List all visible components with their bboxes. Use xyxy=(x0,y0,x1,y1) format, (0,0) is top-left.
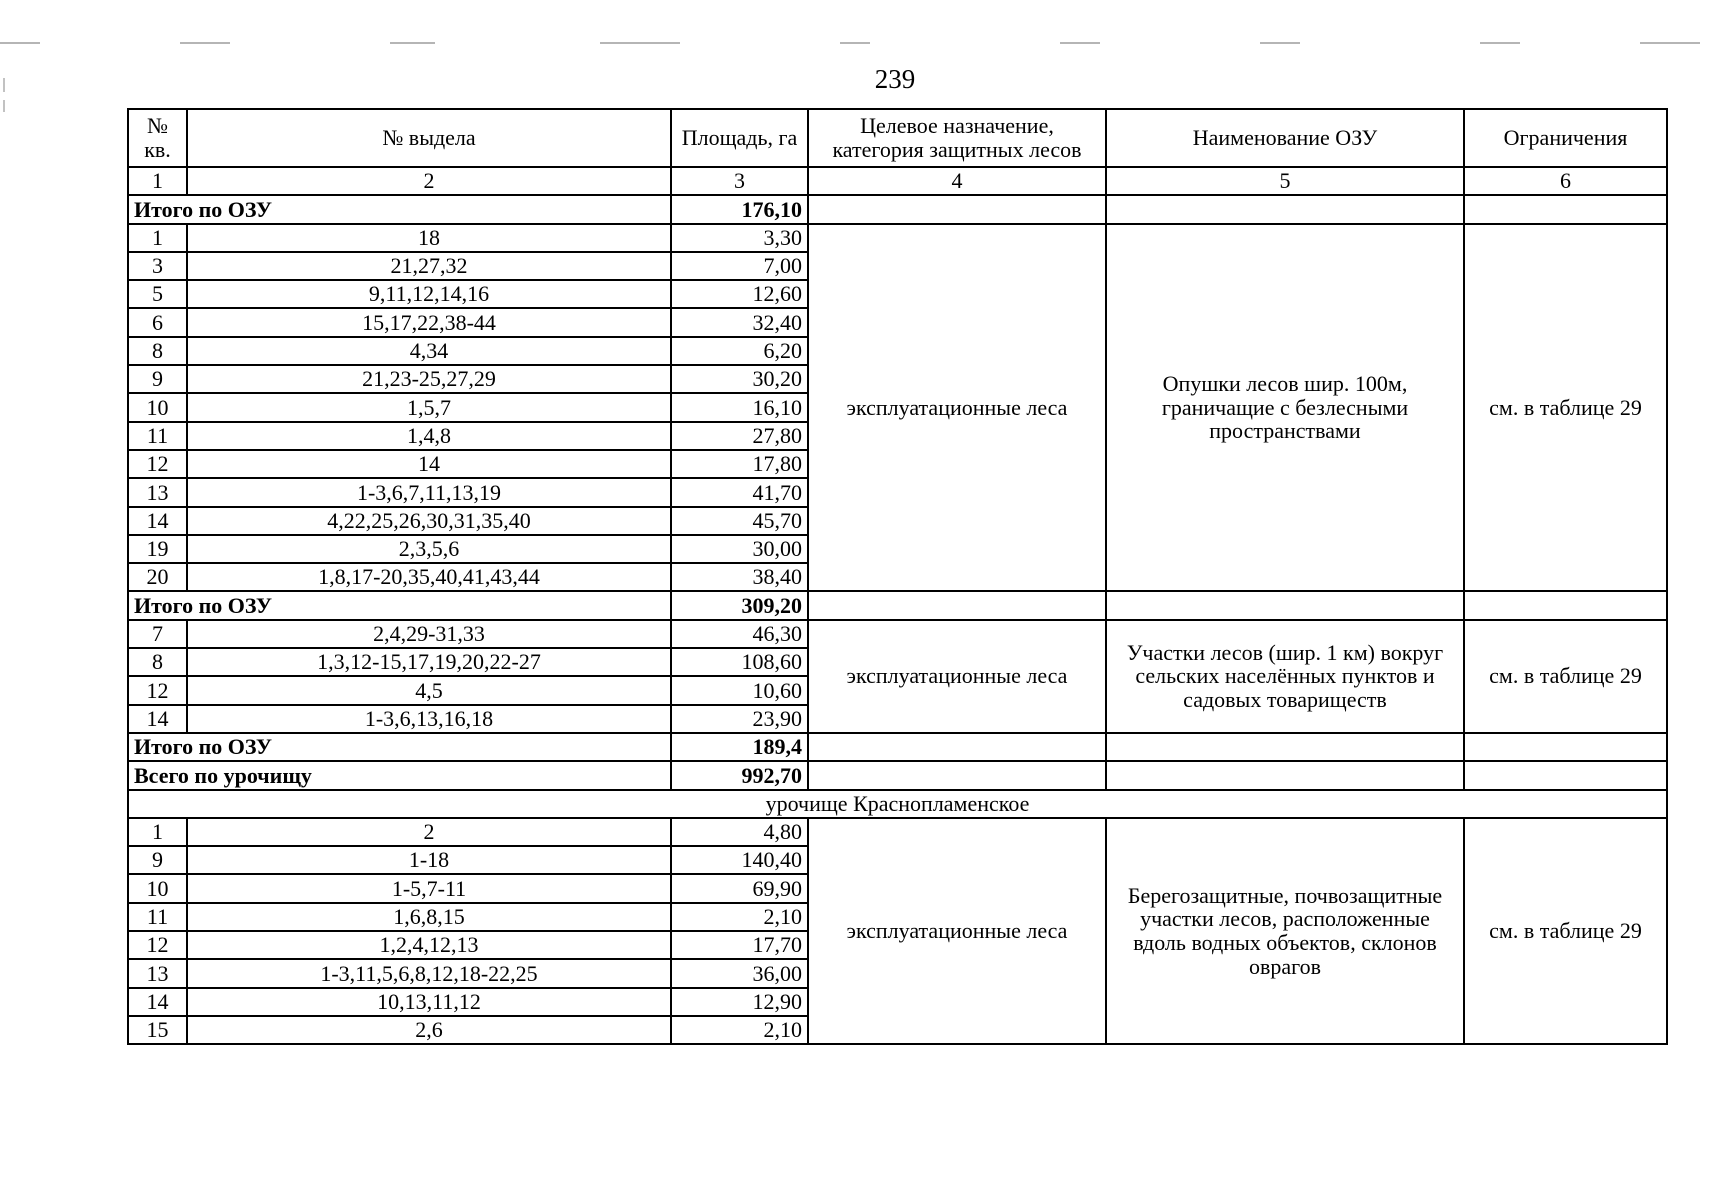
scan-artifact-line xyxy=(1060,42,1100,44)
restriction-cell: см. в таблице 29 xyxy=(1464,224,1667,592)
area-cell: 7,00 xyxy=(671,252,808,280)
scan-artifact-line xyxy=(0,42,40,44)
grand-total-row xyxy=(128,761,1667,789)
purpose-cell: эксплуатационные леса xyxy=(808,620,1106,733)
kv-cell: 10 xyxy=(128,393,187,421)
header-vydel: № выдела xyxy=(187,109,671,167)
vydel-cell: 2,6 xyxy=(187,1016,671,1044)
area-cell: 6,20 xyxy=(671,337,808,365)
kv-cell: 11 xyxy=(128,422,187,450)
kv-cell: 3 xyxy=(128,252,187,280)
scan-artifact-line xyxy=(1640,42,1700,44)
kv-cell: 1 xyxy=(128,818,187,846)
vydel-cell: 1-3,6,7,11,13,19 xyxy=(187,478,671,506)
vydel-cell: 2 xyxy=(187,818,671,846)
kv-cell: 14 xyxy=(128,988,187,1016)
area-cell: 108,60 xyxy=(671,648,808,676)
table-row xyxy=(128,620,1667,648)
vydel-cell: 1,8,17-20,35,40,41,43,44 xyxy=(187,563,671,591)
kv-cell: 19 xyxy=(128,535,187,563)
vydel-cell: 1-18 xyxy=(187,846,671,874)
kv-cell: 11 xyxy=(128,903,187,931)
area-cell: 38,40 xyxy=(671,563,808,591)
header-area: Площадь, га xyxy=(671,109,808,167)
vydel-cell: 4,22,25,26,30,31,35,40 xyxy=(187,507,671,535)
page-number: 239 xyxy=(874,64,916,94)
area-cell: 46,30 xyxy=(671,620,808,648)
kv-cell: 8 xyxy=(128,337,187,365)
area-cell: 36,00 xyxy=(671,959,808,987)
header-ozu-name: Наименование ОЗУ xyxy=(1106,109,1464,167)
scan-artifact-line xyxy=(1480,42,1520,44)
scan-artifact-line xyxy=(600,42,680,44)
grand-total-label: Всего по урочищу xyxy=(128,761,671,789)
area-cell: 16,10 xyxy=(671,393,808,421)
area-cell: 17,70 xyxy=(671,931,808,959)
section-title: урочище Краснопламенское xyxy=(128,790,1667,818)
purpose-cell: эксплуатационные леса xyxy=(808,818,1106,1044)
kv-cell: 13 xyxy=(128,959,187,987)
vydel-cell: 21,23-25,27,29 xyxy=(187,365,671,393)
area-cell: 2,10 xyxy=(671,903,808,931)
vydel-cell: 4,34 xyxy=(187,337,671,365)
total-label: Итого по ОЗУ xyxy=(128,591,671,619)
scan-artifact-line xyxy=(180,42,230,44)
table-row xyxy=(128,818,1667,846)
area-cell: 45,70 xyxy=(671,507,808,535)
ozu-name-cell: Участки лесов (шир. 1 км) вокруг сельских населённых пунктов и садовых товариществ xyxy=(1106,620,1464,733)
area-cell: 3,30 xyxy=(671,224,808,252)
vydel-cell: 1-5,7-11 xyxy=(187,874,671,902)
kv-cell: 7 xyxy=(128,620,187,648)
area-cell: 4,80 xyxy=(671,818,808,846)
total-area: 309,20 xyxy=(671,591,808,619)
vydel-cell: 1,6,8,15 xyxy=(187,903,671,931)
ozu-table xyxy=(127,108,1668,1045)
area-cell: 10,60 xyxy=(671,676,808,704)
kv-cell: 13 xyxy=(128,478,187,506)
vydel-cell: 4,5 xyxy=(187,676,671,704)
restriction-cell: см. в таблице 29 xyxy=(1464,818,1667,1044)
vydel-cell: 1-3,6,13,16,18 xyxy=(187,705,671,733)
vydel-cell: 1,3,12-15,17,19,20,22-27 xyxy=(187,648,671,676)
kv-cell: 9 xyxy=(128,365,187,393)
kv-cell: 9 xyxy=(128,846,187,874)
total-row xyxy=(128,733,1667,761)
kv-cell: 12 xyxy=(128,676,187,704)
total-area: 176,10 xyxy=(671,195,808,223)
area-cell: 12,90 xyxy=(671,988,808,1016)
vydel-cell: 1,4,8 xyxy=(187,422,671,450)
scan-artifact-side xyxy=(3,100,5,112)
total-row xyxy=(128,195,1667,223)
total-row xyxy=(128,591,1667,619)
area-cell: 69,90 xyxy=(671,874,808,902)
kv-cell: 5 xyxy=(128,280,187,308)
vydel-cell: 15,17,22,38-44 xyxy=(187,308,671,336)
area-cell: 32,40 xyxy=(671,308,808,336)
kv-cell: 20 xyxy=(128,563,187,591)
header-kv: № кв. xyxy=(128,109,187,167)
total-area: 189,4 xyxy=(671,733,808,761)
kv-cell: 14 xyxy=(128,705,187,733)
column-number-row xyxy=(128,167,1667,195)
vydel-cell: 9,11,12,14,16 xyxy=(187,280,671,308)
scan-artifact-line xyxy=(1260,42,1300,44)
kv-cell: 6 xyxy=(128,308,187,336)
column-number: 6 xyxy=(1464,167,1667,195)
ozu-name-cell: Опушки лесов шир. 100м, граничащие с безлесными пространствами xyxy=(1106,224,1464,592)
column-number: 5 xyxy=(1106,167,1464,195)
area-cell: 41,70 xyxy=(671,478,808,506)
column-number: 4 xyxy=(808,167,1106,195)
scan-artifact-line xyxy=(840,42,870,44)
vydel-cell: 1,5,7 xyxy=(187,393,671,421)
header-purpose: Целевое назначение, категория защитных лесов xyxy=(808,109,1106,167)
total-label: Итого по ОЗУ xyxy=(128,733,671,761)
column-number: 2 xyxy=(187,167,671,195)
section-row xyxy=(128,790,1667,818)
area-cell: 23,90 xyxy=(671,705,808,733)
scan-artifact-line xyxy=(390,42,435,44)
area-cell: 2,10 xyxy=(671,1016,808,1044)
kv-cell: 10 xyxy=(128,874,187,902)
table-row xyxy=(128,224,1667,252)
kv-cell: 15 xyxy=(128,1016,187,1044)
grand-total-area: 992,70 xyxy=(671,761,808,789)
column-number: 3 xyxy=(671,167,808,195)
area-cell: 12,60 xyxy=(671,280,808,308)
vydel-cell: 1-3,11,5,6,8,12,18-22,25 xyxy=(187,959,671,987)
vydel-cell: 18 xyxy=(187,224,671,252)
vydel-cell: 2,3,5,6 xyxy=(187,535,671,563)
total-label: Итого по ОЗУ xyxy=(128,195,671,223)
restriction-cell: см. в таблице 29 xyxy=(1464,620,1667,733)
area-cell: 30,00 xyxy=(671,535,808,563)
kv-cell: 8 xyxy=(128,648,187,676)
header-row xyxy=(128,109,1667,167)
vydel-cell: 1,2,4,12,13 xyxy=(187,931,671,959)
area-cell: 140,40 xyxy=(671,846,808,874)
kv-cell: 1 xyxy=(128,224,187,252)
vydel-cell: 2,4,29-31,33 xyxy=(187,620,671,648)
header-restrictions: Ограничения xyxy=(1464,109,1667,167)
column-number: 1 xyxy=(128,167,187,195)
kv-cell: 12 xyxy=(128,450,187,478)
area-cell: 17,80 xyxy=(671,450,808,478)
vydel-cell: 21,27,32 xyxy=(187,252,671,280)
purpose-cell: эксплуатационные леса xyxy=(808,224,1106,592)
vydel-cell: 10,13,11,12 xyxy=(187,988,671,1016)
area-cell: 30,20 xyxy=(671,365,808,393)
vydel-cell: 14 xyxy=(187,450,671,478)
ozu-name-cell: Берегозащитные, почвозащитные участки лесов, расположенные вдоль водных объектов, склонов оврагов xyxy=(1106,818,1464,1044)
area-cell: 27,80 xyxy=(671,422,808,450)
kv-cell: 12 xyxy=(128,931,187,959)
kv-cell: 14 xyxy=(128,507,187,535)
